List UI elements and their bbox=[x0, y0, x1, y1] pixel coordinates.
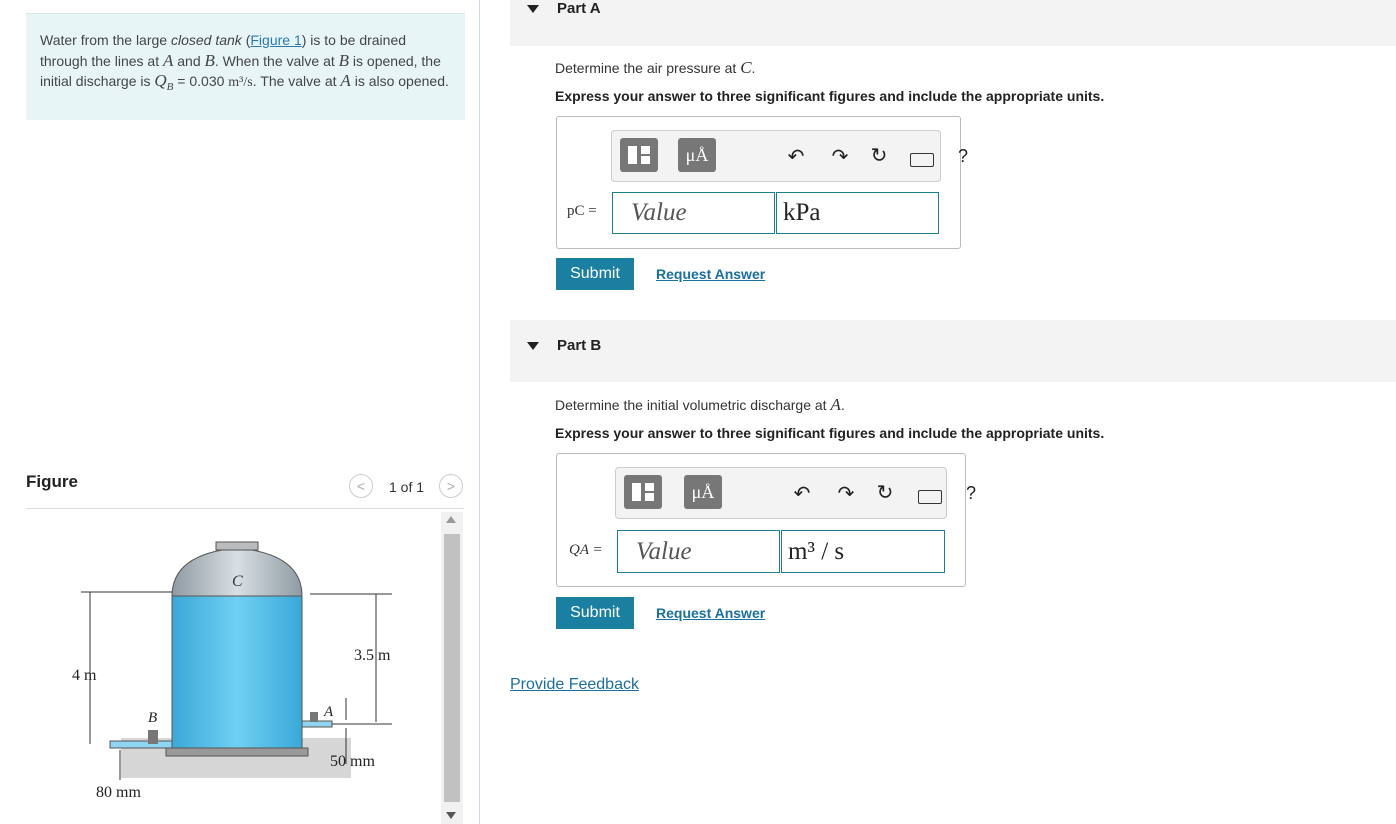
units-button[interactable]: μÅ bbox=[678, 138, 716, 172]
label-3-5m: 3.5 m bbox=[354, 647, 391, 664]
undo-icon[interactable]: ↶ bbox=[793, 483, 811, 505]
tank-body bbox=[172, 596, 302, 750]
help-icon[interactable]: ? bbox=[966, 483, 977, 503]
tank-base bbox=[166, 748, 308, 756]
value-input[interactable]: Value bbox=[617, 530, 780, 573]
request-answer-link[interactable]: Request Answer bbox=[656, 605, 766, 621]
keyboard-icon[interactable] bbox=[910, 153, 934, 167]
label-50mm: 50 mm bbox=[330, 753, 375, 770]
pipe-b bbox=[110, 741, 172, 748]
templates-button[interactable] bbox=[620, 138, 658, 172]
var-label-pc: pC = bbox=[567, 203, 597, 219]
scroll-down-icon[interactable] bbox=[446, 812, 456, 819]
chevron-left-icon: < bbox=[356, 478, 366, 494]
part-a-label: Part A bbox=[557, 0, 601, 17]
value-input[interactable]: Value bbox=[612, 192, 775, 234]
figure-next-button[interactable] bbox=[439, 474, 463, 498]
label-80mm: 80 mm bbox=[96, 784, 141, 801]
collapse-triangle-icon[interactable] bbox=[527, 342, 539, 350]
part-a-answer-box bbox=[556, 116, 969, 249]
redo-icon[interactable]: ↷ bbox=[831, 146, 849, 168]
figure-page-count: 1 of 1 bbox=[389, 479, 425, 495]
math-toolbar bbox=[615, 467, 977, 519]
problem-statement bbox=[26, 13, 465, 120]
label-a: A bbox=[324, 704, 334, 720]
unit-input[interactable]: kPa bbox=[776, 192, 939, 234]
undo-icon[interactable]: ↶ bbox=[787, 146, 805, 168]
submit-button[interactable]: Submit bbox=[556, 597, 634, 629]
column-divider bbox=[479, 0, 480, 824]
reset-icon[interactable]: ↻ bbox=[870, 145, 888, 167]
figure-divider bbox=[26, 508, 464, 509]
part-a-question: Determine the air pressure at C. bbox=[555, 58, 756, 77]
redo-icon[interactable]: ↷ bbox=[837, 483, 855, 505]
figure-title: Figure bbox=[26, 472, 78, 491]
label-c: C bbox=[232, 573, 243, 590]
label-4m: 4 m bbox=[72, 667, 97, 684]
part-a-header[interactable] bbox=[510, 0, 1396, 46]
provide-feedback-link[interactable]: Provide Feedback bbox=[510, 676, 639, 693]
figure-link[interactable]: Figure 1 bbox=[250, 32, 302, 48]
part-a-instruction: Express your answer to three significant figures and include the appropriate units. bbox=[555, 88, 1105, 104]
figure-prev-button[interactable] bbox=[349, 474, 373, 498]
scrollbar-thumb[interactable] bbox=[444, 534, 460, 802]
unit-input[interactable]: m³ / s bbox=[781, 530, 945, 573]
part-b-question: Determine the initial volumetric discharge at A. bbox=[555, 395, 845, 414]
chevron-right-icon: > bbox=[446, 478, 456, 494]
label-b: B bbox=[148, 710, 158, 726]
valve-b bbox=[148, 730, 158, 744]
part-b-answer-box bbox=[556, 453, 977, 587]
scroll-up-icon[interactable] bbox=[446, 516, 456, 523]
templates-button[interactable] bbox=[624, 475, 662, 509]
request-answer-link[interactable]: Request Answer bbox=[656, 266, 766, 282]
tank-cap bbox=[216, 542, 258, 550]
submit-button[interactable]: Submit bbox=[556, 258, 634, 290]
valve-a bbox=[310, 712, 318, 722]
reset-icon[interactable]: ↻ bbox=[876, 482, 894, 504]
var-label-qa: QA = bbox=[569, 542, 603, 558]
math-toolbar bbox=[611, 130, 969, 182]
part-b-instruction: Express your answer to three significant figures and include the appropriate units. bbox=[555, 425, 1105, 441]
units-button[interactable]: μÅ bbox=[684, 475, 722, 509]
help-icon[interactable]: ? bbox=[958, 146, 969, 166]
part-b-header[interactable] bbox=[510, 320, 1396, 382]
problem-text: Water from the large closed tank (Figure 1) is to be drained through the lines at A and B. When the valve at B is opened, the initial discharge is $Q_B = 0.030$ m³/s. The valve at A is also opened. bbox=[40, 32, 449, 93]
part-b-label: Part B bbox=[557, 337, 602, 354]
collapse-triangle-icon[interactable] bbox=[527, 5, 539, 13]
tank-figure bbox=[26, 512, 438, 824]
keyboard-icon[interactable] bbox=[918, 490, 942, 504]
